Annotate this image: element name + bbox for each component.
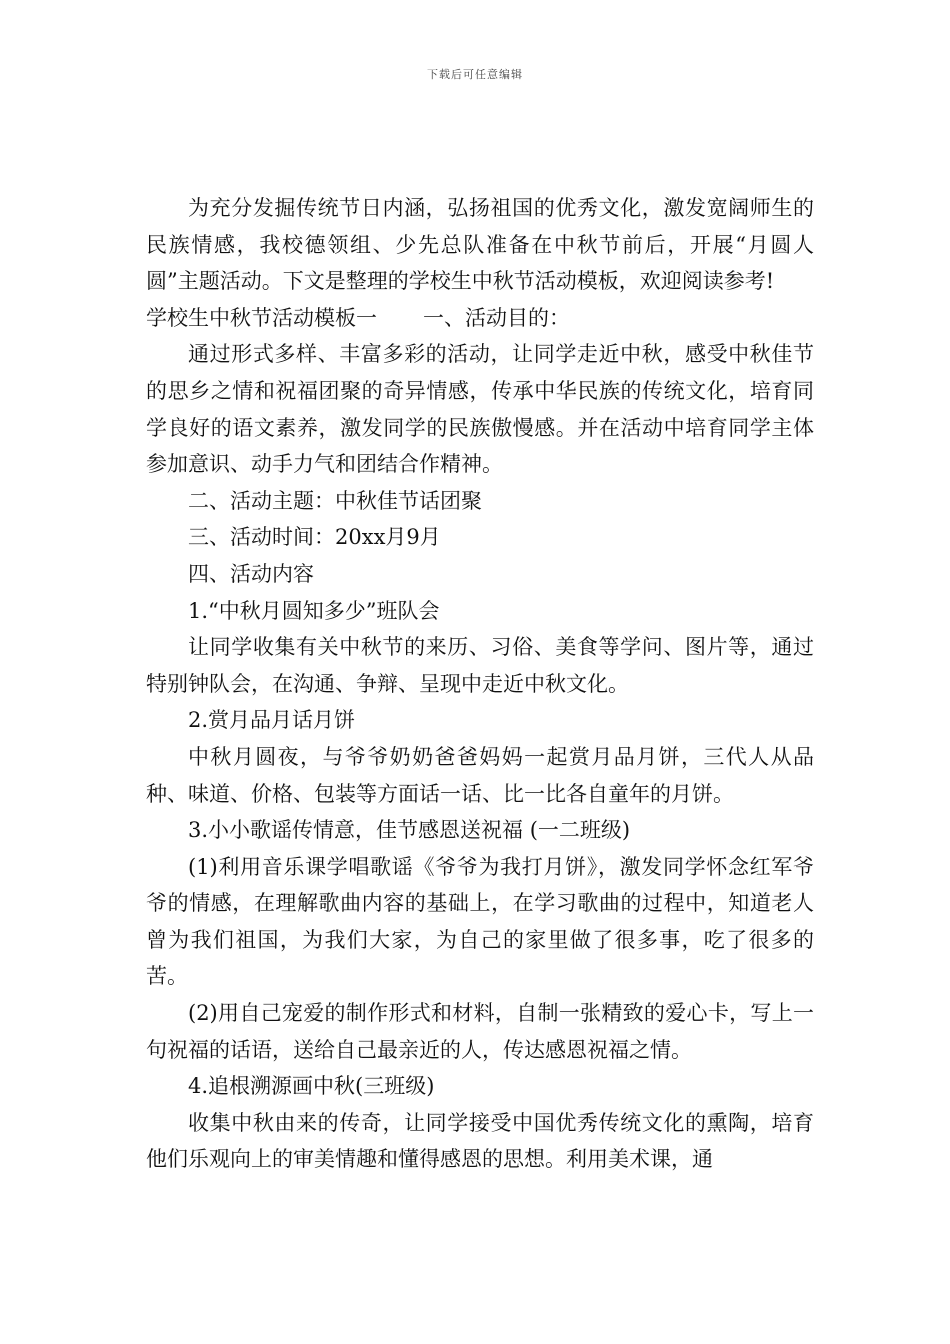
item-4-heading: 4.追根溯源画中秋(三班级) (188, 1074, 435, 1099)
page-header: 下载后可任意编辑 (427, 68, 523, 81)
item-1-heading: 1.“中秋月圆知多少”班队会 (188, 598, 440, 623)
item-4-paragraph: 收集中秋由来的传奇，让同学接受中国优秀传统文化的熏陶，培育他们乐观向上的审美情趣和懂得感恩的思想。利用美术课，通 (146, 1110, 814, 1172)
item-2-paragraph: 中秋月圆夜，与爷爷奶奶爸爸妈妈一起赏月品月饼，三代人从品种、味道、价格、包装等方面话一话、比一比各自童年的月饼。 (146, 744, 814, 806)
template-title: 学校生中秋节活动模板一 (146, 305, 377, 330)
item-1-paragraph: 让同学收集有关中秋节的来历、习俗、美食等学问、图片等，通过特别钟队会，在沟通、争辩、呈现中走近中秋文化。 (146, 635, 814, 696)
section-heading-purpose: 一、活动目的： (423, 305, 570, 330)
item-3-heading: 3.小小歌谣传情意，佳节感恩送祝福 (一二班级) (188, 818, 631, 843)
section-heading-time: 三、活动时间：20xx月9月 (188, 525, 441, 550)
template-heading-line (146, 300, 814, 337)
item-3-sub-2-paragraph: (2)用自己宠爱的制作形式和材料，自制一张精致的爱心卡，写上一句祝福的话语，送给自己最亲近的人，传达感恩祝福之情。 (146, 1001, 814, 1062)
section-heading-theme: 二、活动主题：中秋佳节话团聚 (188, 488, 482, 513)
purpose-paragraph: 通过形式多样、丰富多彩的活动，让同学走近中秋，感受中秋佳节的思乡之情和祝福团聚的奇异情感，传承中华民族的传统文化，培育同学良好的语文素养，激发同学的民族傲慢感。并在活动中培育同学主体参加意识、动手力气和团结合作精神。 (146, 342, 814, 477)
document-body (146, 190, 814, 1178)
item-3-sub-1-paragraph: (1)利用音乐课学唱歌谣《爷爷为我打月饼》，激发同学怀念红军爷爷的情感，在理解歌曲内容的基础上，在学习歌曲的过程中，知道老人曾为我们祖国，为我们大家，为自己的家里做了很多事，吃了很多的苦。 (146, 854, 814, 989)
intro-paragraph: 为充分发掘传统节日内涵，弘扬祖国的优秀文化，激发宽阔师生的民族情感，我校德领组、少先总队准备在中秋节前后，开展“月圆人圆”主题活动。下文是整理的学校生中秋节活动模板，欢迎阅读参考! (146, 196, 814, 294)
item-2-heading: 2.赏月品月话月饼 (188, 708, 356, 733)
section-heading-content: 四、活动内容 (188, 561, 314, 586)
